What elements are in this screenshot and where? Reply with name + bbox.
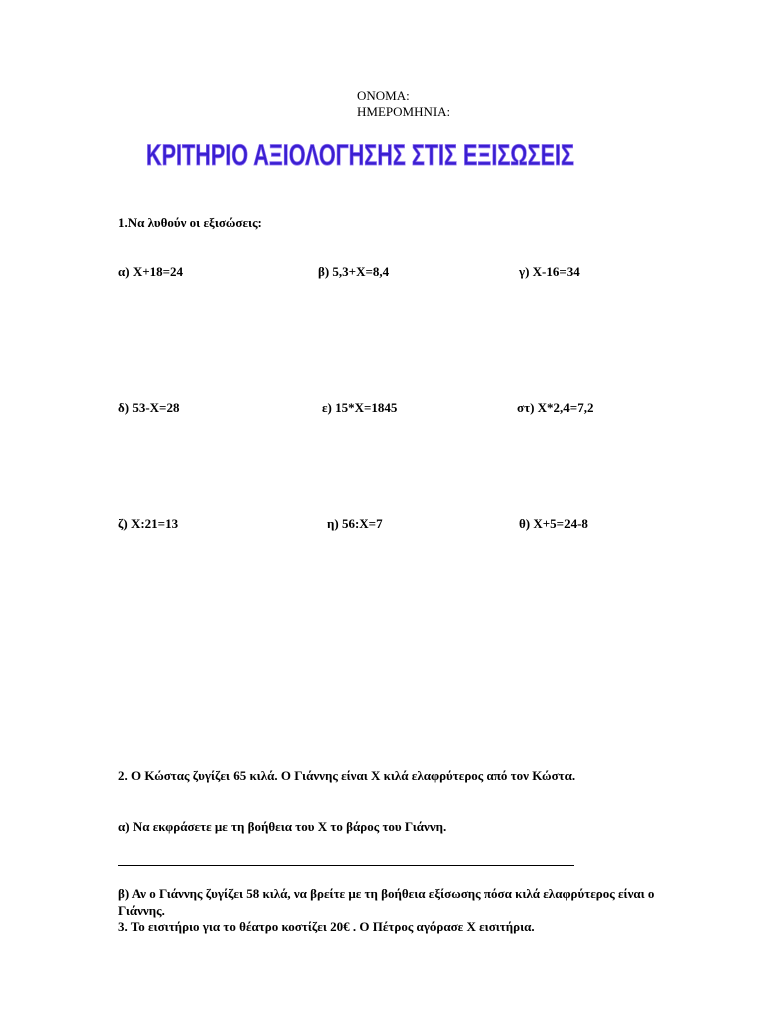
equation-th: θ) Χ+5=24-8 bbox=[519, 516, 588, 531]
worksheet-title-text: ΚΡΙΤΗΡΙΟ ΑΞΙΟΛΟΓΗΣΗΣ ΣΤΙΣ ΕΞΙΣΩΣΕΙΣ bbox=[146, 139, 574, 172]
exercise-2-part-a: α) Να εκφράσετε με τη βοήθεια του Χ το βάρος του Γιάννη. bbox=[118, 819, 447, 834]
date-label: ΗΜΕΡΟΜΗΝΙΑ: bbox=[357, 104, 451, 119]
equation-h: η) 56:Χ=7 bbox=[327, 516, 383, 531]
equation-d: δ) 53-Χ=28 bbox=[118, 400, 180, 415]
exercise-2-text: 2. Ο Κώστας ζυγίζει 65 κιλά. Ο Γιάννης είναι Χ κιλά ελαφρύτερος από τον Κώστα. bbox=[118, 768, 576, 783]
answer-line bbox=[118, 865, 574, 866]
equation-b: β) 5,3+Χ=8,4 bbox=[318, 264, 390, 279]
exercise-2-part-b: β) Αν ο Γιάννης ζυγίζει 58 κιλά, να βρείτε με τη βοήθεια εξίσωσης πόσα κιλά ελαφρύτερος είναι ο Γιάννης. bbox=[118, 886, 655, 918]
equation-z: ζ) Χ:21=13 bbox=[118, 516, 179, 531]
name-label: ΟΝΟΜΑ: bbox=[357, 88, 410, 103]
equation-c: γ) Χ-16=34 bbox=[519, 264, 580, 279]
exercise-1-heading: 1.Να λυθούν οι εξισώσεις: bbox=[118, 215, 262, 230]
equation-e: ε) 15*Χ=1845 bbox=[322, 400, 398, 415]
equation-a: α) Χ+18=24 bbox=[118, 264, 184, 279]
worksheet-title bbox=[140, 132, 580, 176]
exercise-3-text: 3. Το εισιτήριο για το θέατρο κοστίζει 20€ . Ο Πέτρος αγόρασε Χ εισιτήρια. bbox=[118, 919, 535, 934]
equation-st: στ) Χ*2,4=7,2 bbox=[517, 400, 594, 415]
